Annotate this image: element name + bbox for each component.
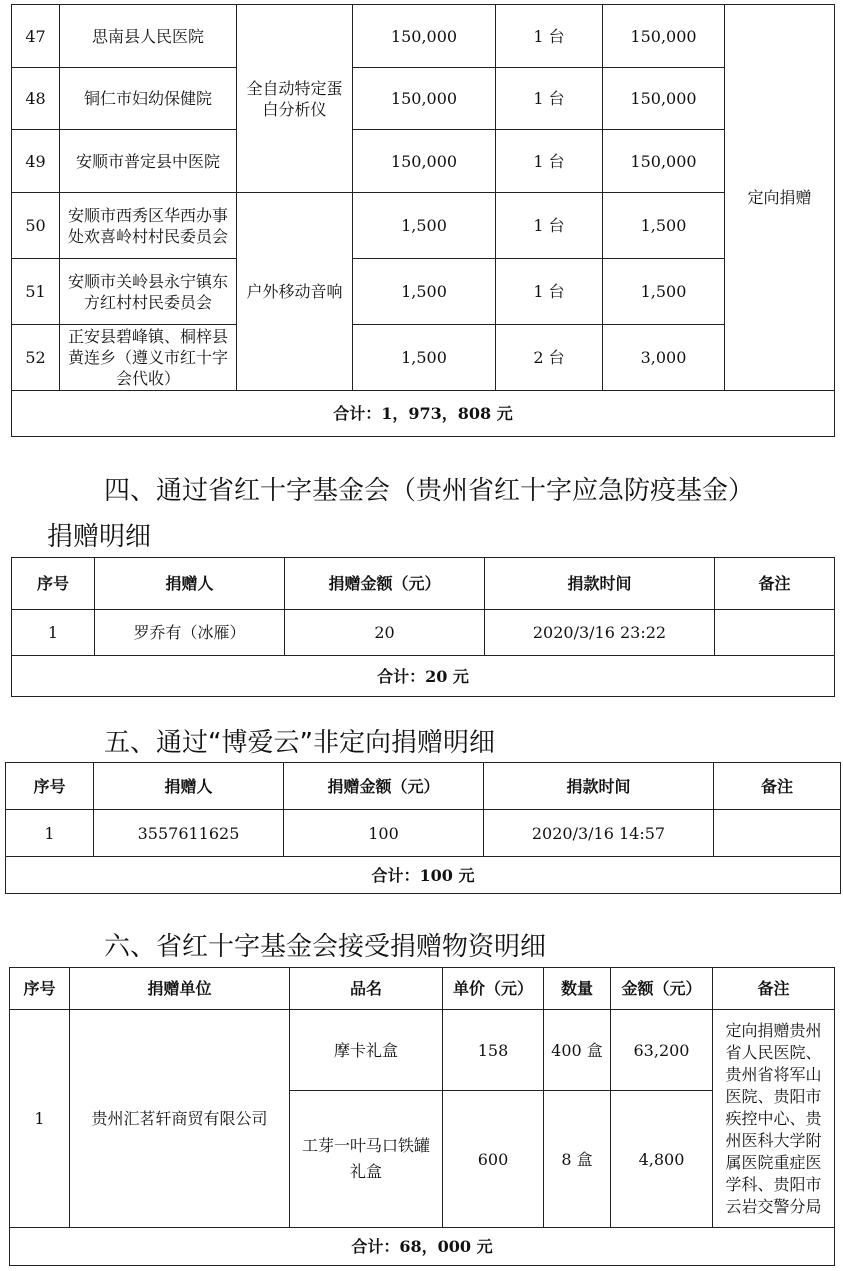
donation-amount: 100 xyxy=(284,810,484,857)
recipient-name: 安顺市西秀区华西办事处欢喜岭村村民委员会 xyxy=(60,193,237,259)
header-time: 捐款时间 xyxy=(485,558,715,610)
table-row xyxy=(12,68,835,130)
section-4-table xyxy=(11,557,835,697)
donor-unit: 贵州汇茗轩商贸有限公司 xyxy=(70,1010,290,1228)
header-donor: 捐赠人 xyxy=(95,558,285,610)
recipient-name: 安顺市普定县中医院 xyxy=(60,130,237,193)
total-amount: 合计：68，000 元 xyxy=(10,1228,835,1266)
unit-price: 158 xyxy=(443,1010,544,1091)
unit-price: 150,000 xyxy=(353,5,496,68)
total-row xyxy=(6,857,841,894)
table-row xyxy=(12,193,835,259)
quantity: 1 台 xyxy=(496,259,603,325)
donor-name: 3557611625 xyxy=(94,810,284,857)
total-amount: 合计：1，973，808 元 xyxy=(12,391,835,437)
table-header-row xyxy=(12,558,835,610)
quantity: 1 台 xyxy=(496,130,603,193)
section-4-heading-continued: 捐赠明细 xyxy=(47,522,152,552)
section-5-heading: 五、通过“博爱云”非定向捐赠明细 xyxy=(104,728,495,758)
amount: 4,800 xyxy=(611,1091,713,1228)
total-row xyxy=(12,391,835,437)
row-number: 1 xyxy=(6,810,94,857)
total-row xyxy=(10,1228,835,1266)
note-cell: 定向捐赠贵州省人民医院、贵州省将军山医院、贵阳市疾控中心、贵州医科大学附属医院重症医学科、贵阳市云岩交警分局 xyxy=(713,1010,835,1228)
amount: 150,000 xyxy=(603,5,725,68)
row-number: 52 xyxy=(12,325,60,391)
row-number: 51 xyxy=(12,259,60,325)
quantity: 1 台 xyxy=(496,5,603,68)
unit-price: 150,000 xyxy=(353,130,496,193)
header-unit: 捐赠单位 xyxy=(70,968,290,1010)
quantity: 8 盒 xyxy=(544,1091,611,1228)
recipient-name: 安顺市关岭县永宁镇东方红村村民委员会 xyxy=(60,259,237,325)
section-4-heading: 四、通过省红十字基金会（贵州省红十字应急防疫基金） xyxy=(104,476,755,506)
amount: 1,500 xyxy=(603,259,725,325)
row-number: 47 xyxy=(12,5,60,68)
quantity: 400 盒 xyxy=(544,1010,611,1091)
item-name: 全自动特定蛋白分析仪 xyxy=(237,5,353,193)
section-5-table xyxy=(5,762,841,894)
donor-name: 罗乔有（冰雁） xyxy=(95,610,285,656)
row-number: 1 xyxy=(10,1010,70,1228)
item-name: 摩卡礼盒 xyxy=(290,1010,443,1091)
table-row xyxy=(10,1010,835,1091)
item-name: 工芽一叶马口铁罐礼盒 xyxy=(290,1091,443,1228)
section-6-heading: 六、省红十字基金会接受捐赠物资明细 xyxy=(104,932,547,962)
unit-price: 150,000 xyxy=(353,68,496,130)
note-cell: 定向捐赠 xyxy=(725,5,835,391)
amount: 1,500 xyxy=(603,193,725,259)
header-no: 序号 xyxy=(12,558,95,610)
total-amount: 合计：20 元 xyxy=(12,656,835,697)
unit-price: 600 xyxy=(443,1091,544,1228)
header-note: 备注 xyxy=(713,968,835,1010)
donation-time: 2020/3/16 14:57 xyxy=(484,810,714,857)
unit-price: 1,500 xyxy=(353,325,496,391)
table-row xyxy=(12,5,835,68)
header-donor: 捐赠人 xyxy=(94,763,284,810)
recipient-name: 正安县碧峰镇、桐梓县黄连乡（遵义市红十字会代收） xyxy=(60,325,237,391)
amount: 150,000 xyxy=(603,130,725,193)
quantity: 2 台 xyxy=(496,325,603,391)
amount: 150,000 xyxy=(603,68,725,130)
header-amount: 捐赠金额（元） xyxy=(285,558,485,610)
header-qty: 数量 xyxy=(544,968,611,1010)
unit-price: 1,500 xyxy=(353,193,496,259)
header-note: 备注 xyxy=(714,763,841,810)
note-cell xyxy=(715,610,835,656)
table-row xyxy=(12,259,835,325)
table-row xyxy=(6,810,841,857)
row-number: 48 xyxy=(12,68,60,130)
note-cell xyxy=(714,810,841,857)
total-row xyxy=(12,656,835,697)
recipient-name: 铜仁市妇幼保健院 xyxy=(60,68,237,130)
header-no: 序号 xyxy=(6,763,94,810)
item-name: 户外移动音响 xyxy=(237,193,353,391)
total-amount: 合计：100 元 xyxy=(6,857,841,894)
table-row xyxy=(12,325,835,391)
donation-time: 2020/3/16 23:22 xyxy=(485,610,715,656)
header-item: 品名 xyxy=(290,968,443,1010)
table-row xyxy=(12,130,835,193)
header-amount: 金额（元） xyxy=(611,968,713,1010)
donation-amount: 20 xyxy=(285,610,485,656)
row-number: 49 xyxy=(12,130,60,193)
amount: 3,000 xyxy=(603,325,725,391)
header-price: 单价（元） xyxy=(443,968,544,1010)
quantity: 1 台 xyxy=(496,193,603,259)
amount: 63,200 xyxy=(611,1010,713,1091)
quantity: 1 台 xyxy=(496,68,603,130)
header-note: 备注 xyxy=(715,558,835,610)
donation-equipment-table xyxy=(11,4,835,437)
table-header-row xyxy=(10,968,835,1010)
row-number: 50 xyxy=(12,193,60,259)
header-time: 捐款时间 xyxy=(484,763,714,810)
table-header-row xyxy=(6,763,841,810)
table-row xyxy=(12,610,835,656)
section-6-table xyxy=(9,967,835,1266)
row-number: 1 xyxy=(12,610,95,656)
header-amount: 捐赠金额（元） xyxy=(284,763,484,810)
unit-price: 1,500 xyxy=(353,259,496,325)
recipient-name: 思南县人民医院 xyxy=(60,5,237,68)
header-no: 序号 xyxy=(10,968,70,1010)
